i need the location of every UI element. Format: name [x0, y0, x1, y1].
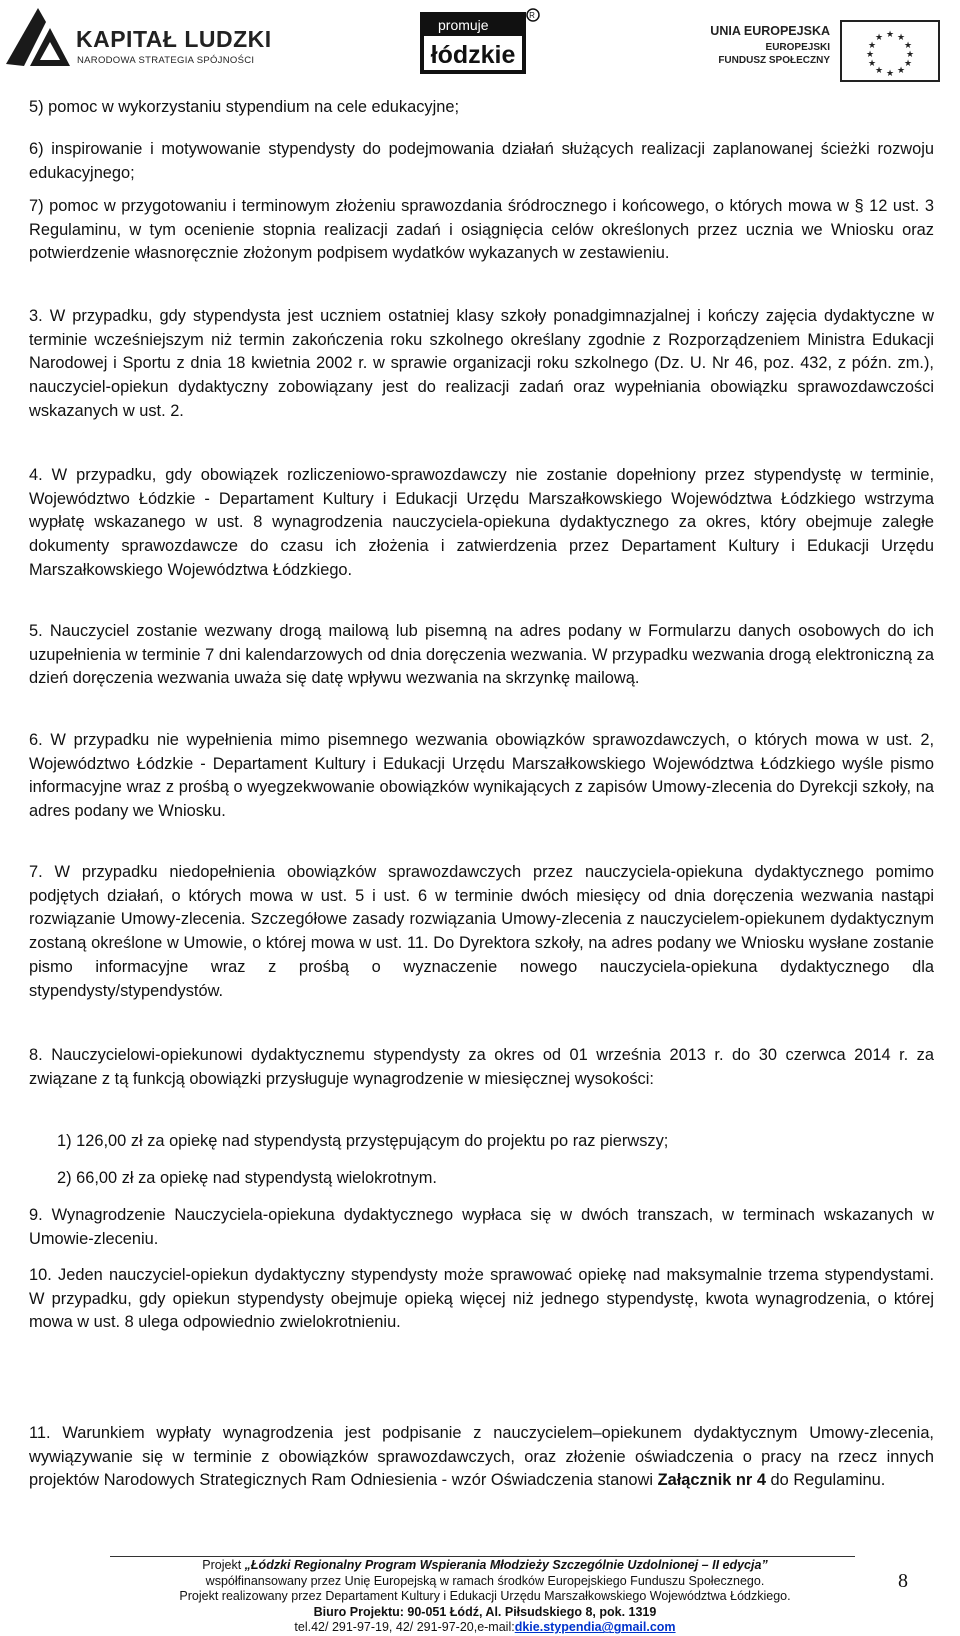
list-item-6: 6) inspirowanie i motywowanie stypendysty do podejmowania działań służących realizacji zaplanowanej ścieżki rozwoju edukacyjnego; — [29, 140, 934, 182]
svg-text:★: ★ — [885, 69, 895, 79]
eu-fund-line1: EUROPEJSKI — [765, 42, 830, 53]
paragraph-number: 3. — [29, 307, 43, 325]
eu-logo — [672, 20, 952, 79]
paragraph-number: 9. — [29, 1206, 43, 1224]
paragraph-8-item-2: 2) 66,00 zł za opiekę nad stypendystą wielokrotnym. — [57, 1169, 437, 1187]
svg-text:★: ★ — [896, 66, 906, 76]
eu-flag-icon — [840, 20, 940, 82]
paragraph-text: Wynagrodzenie Nauczyciela-opiekuna dydaktycznego wypłaca się w dwóch transzach, w terminach wskazanych w Umowie-zleceniu. — [29, 1206, 934, 1248]
paragraph-text: Jeden nauczyciel-opiekun dydaktyczny stypendysty może sprawować opiekę nad maksymalnie trzema stypendystami. W przypadku, gdy opiekun stypendysty obejmuje opieką więcej niż jednego stypendystę, kwota wynagrodzenia, o której mowa w ust. 8 ulega odpowiednio zwielokrotnieniu. — [29, 1266, 934, 1332]
project-name: „Łódzki Regionalny Program Wspierania Młodzieży Szczególnie Uzdolnionej – II edycja” — [244, 1558, 768, 1572]
footer-contact: tel.42/ 291-97-19, 42/ 291-97-20,e-mail:dkie.stypendia@gmail.com — [294, 1620, 676, 1635]
svg-text:★: ★ — [874, 33, 884, 43]
footer-divider — [110, 1556, 855, 1557]
page-header — [0, 0, 960, 80]
kapital-ludzki-title: KAPITAŁ LUDZKI — [76, 26, 272, 52]
paragraph-number: 7. — [29, 863, 43, 881]
paragraph-number: 11. — [29, 1424, 51, 1442]
paragraph-7 — [29, 861, 934, 1003]
paragraph-5 — [29, 620, 934, 691]
paragraph-number: 8. — [29, 1046, 43, 1064]
svg-text:★: ★ — [867, 59, 877, 69]
eu-title: UNIA EUROPEJSKA — [710, 24, 830, 38]
paragraph-number: 6. — [29, 731, 43, 749]
paragraph-text: W przypadku, gdy stypendysta jest uczniem ostatniej klasy szkoły ponadgimnazjalnej i kończy zajęcia dydaktyczne w terminie wcześniejszym niż termin zakończenia roku szkolnego określany zgodnie z Rozporządzeniem Ministra Edukacji Narodowej i Sportu z dnia 18 kwietnia 2002 r. w sprawie organizacji roku szkolnego (Dz. U. Nr 46, poz. 432, z późn. zm.), nauczyciel-opiekun dydaktyczny zobowiązany jest do realizacji zadań oraz wypełniania obowiązku sprawozdawczości wskazanych w ust. 2. — [29, 307, 934, 420]
paragraph-9 — [29, 1204, 934, 1251]
attachment-reference: Załącznik nr 4 — [657, 1471, 766, 1490]
list-item-7: 7) pomoc w przygotowaniu i terminowym złożeniu sprawozdania śródrocznego i końcowego, o których mowa w § 12 ust. 3 Regulaminu, w tym ocenienie stopnia realizacji zadań i osiągnięcia celów określonych przez ucznia we Wniosku oraz potwierdzenie własnoręcznie złożonym podpisem wydatków wykazanych w zestawieniu. — [29, 197, 934, 263]
paragraph-3 — [29, 305, 934, 424]
paragraph-8-item-1: 1) 126,00 zł za opiekę nad stypendystą przystępującym do projektu po raz pierwszy; — [57, 1132, 669, 1150]
footer-address: Biuro Projektu: 90-051 Łódź, Al. Piłsudskiego 8, pok. 1319 — [313, 1604, 657, 1619]
lodz-top-text: promuje — [438, 17, 489, 33]
paragraph-4 — [29, 464, 934, 583]
paragraph-text: Nauczycielowi-opiekunowi dydaktycznemu stypendysty za okres od 01 września 2013 r. do 30 czerwca 2014 r. za związane z tą funkcją obowiązki przysługuje wynagrodzenie w miesięcznej wysokości: — [29, 1046, 934, 1088]
list-item-5: 5) pomoc w wykorzystaniu stypendium na cele edukacyjne; — [29, 98, 460, 116]
paragraph-text: W przypadku niedopełnienia obowiązków sprawozdawczych przez nauczyciela-opiekuna dydaktycznego pomimo podjętych działań, o których mowa w ust. 5 i ust. 6 w terminie dwóch miesięcy od dnia doręczenia wezwania nastąpi rozwiązanie Umowy-zlecenia. Szczegółowe zasady rozwiązania Umowy-zlecenia z nauczycielem-opiekunem dydaktycznym zostaną określone w Umowie, o której mowa w ust. 11. Do Dyrektora szkoły, na adres podany we Wniosku wysłane zostanie pismo informacyjne wraz z prośbą o wyznaczenie nowego nauczyciela-opiekuna dydaktycznego dla stypendysty/stypendystów. — [29, 863, 934, 1000]
footer-line-3: Projekt realizowany przez Departament Kultury i Edukacji Urzędu Marszałkowskiego Województwa Łódzkiego. — [179, 1589, 791, 1604]
paragraph-number: 10. — [29, 1266, 52, 1284]
paragraph-11 — [29, 1422, 934, 1493]
kapital-ludzki-emblem-icon — [0, 4, 74, 74]
page-footer — [90, 1558, 880, 1636]
paragraph-number: 4. — [29, 466, 43, 484]
paragraph-text: Nauczyciel zostanie wezwany drogą mailową lub pisemną na adres podany w Formularzu danych osobowych do ich uzupełnienia w terminie 7 dni kalendarzowych od dnia doręczenia wezwania. W przypadku wezwania drogą elektroniczną za dzień doręczenia wezwania uważa się datę wpływu wezwania na skrzynkę mailową. — [29, 622, 934, 688]
svg-text:★: ★ — [903, 59, 913, 69]
paragraph-number: 5. — [29, 622, 43, 640]
svg-text:★: ★ — [905, 50, 915, 60]
svg-text:R: R — [529, 11, 535, 20]
paragraph-text-a: Warunkiem wypłaty wynagrodzenia jest podpisanie z nauczycielem–opiekunem dydaktycznym Umowy-zlecenia, wywiązywanie się w terminie z obowiązków sprawozdawczych, oraz złożenie oświadczenia o pracy na rzecz innych projektów Narodowych Strategicznych Ram Odniesienia - wzór Oświadczenia stanowi — [29, 1424, 934, 1490]
kapital-ludzki-logo — [0, 4, 300, 74]
paragraph-8 — [29, 1044, 934, 1091]
svg-text:★: ★ — [885, 30, 895, 40]
kapital-ludzki-subtitle: NARODOWA STRATEGIA SPÓJNOŚCI — [77, 55, 255, 66]
svg-text:★: ★ — [874, 66, 884, 76]
paragraph-10 — [29, 1264, 934, 1335]
svg-text:★: ★ — [865, 50, 875, 60]
page-number: 8 — [898, 1570, 908, 1592]
email-link[interactable]: dkie.stypendia@gmail.com — [514, 1620, 676, 1635]
paragraph-text: W przypadku, gdy obowiązek rozliczeniowo-sprawozdawczy nie zostanie dopełniony przez stypendystę w terminie, Województwo Łódzkie - Departament Kultury i Edukacji Urzędu Marszałkowskiego Województwa Łódzkiego wstrzyma wypłatę wskazanego w ust. 8 wynagrodzenia nauczyciela-opiekuna dydaktycznego za okres, który obejmuje zaległe dokumenty sprawozdawcze do czasu ich złożenia i zatwierdzenia przez Departament Kultury i Edukacji Urzędu Marszałkowskiego Województwa Łódzkiego. — [29, 466, 934, 579]
paragraph-text: W przypadku nie wypełnienia mimo pisemnego wezwania obowiązków sprawozdawczych, o których mowa w ust. 2, Województwo Łódzkie - Departament Kultury i Edukacji Urzędu Marszałkowskiego Województwa Łódzkiego wyśle pismo informacyjne wraz z prośbą o wyegzekwowanie obowiązków wynikających z zapisów Umowy-zlecenia do Dyrekcji szkoły, na adres podany we Wniosku. — [29, 731, 934, 821]
svg-text:★: ★ — [903, 41, 913, 51]
eu-fund-line2: FUNDUSZ SPOŁECZNY — [718, 55, 830, 66]
paragraph-6 — [29, 729, 934, 824]
footer-line-2: współfinansowany przez Unię Europejską w ramach środków Europejskiego Funduszu Społecznego. — [205, 1573, 765, 1588]
lodzkie-logo-icon — [418, 6, 542, 76]
lodz-main-text: łódzkie — [430, 41, 516, 69]
footer-line-1: Projekt „Łódzki Regionalny Program Wspierania Młodzieży Szczególnie Uzdolnionej – II edycja” — [202, 1558, 768, 1572]
paragraph-text-c: do Regulaminu. — [765, 1471, 886, 1490]
svg-text:★: ★ — [896, 33, 906, 43]
svg-text:★: ★ — [867, 41, 877, 51]
promuje-lodzkie-logo — [418, 6, 542, 76]
